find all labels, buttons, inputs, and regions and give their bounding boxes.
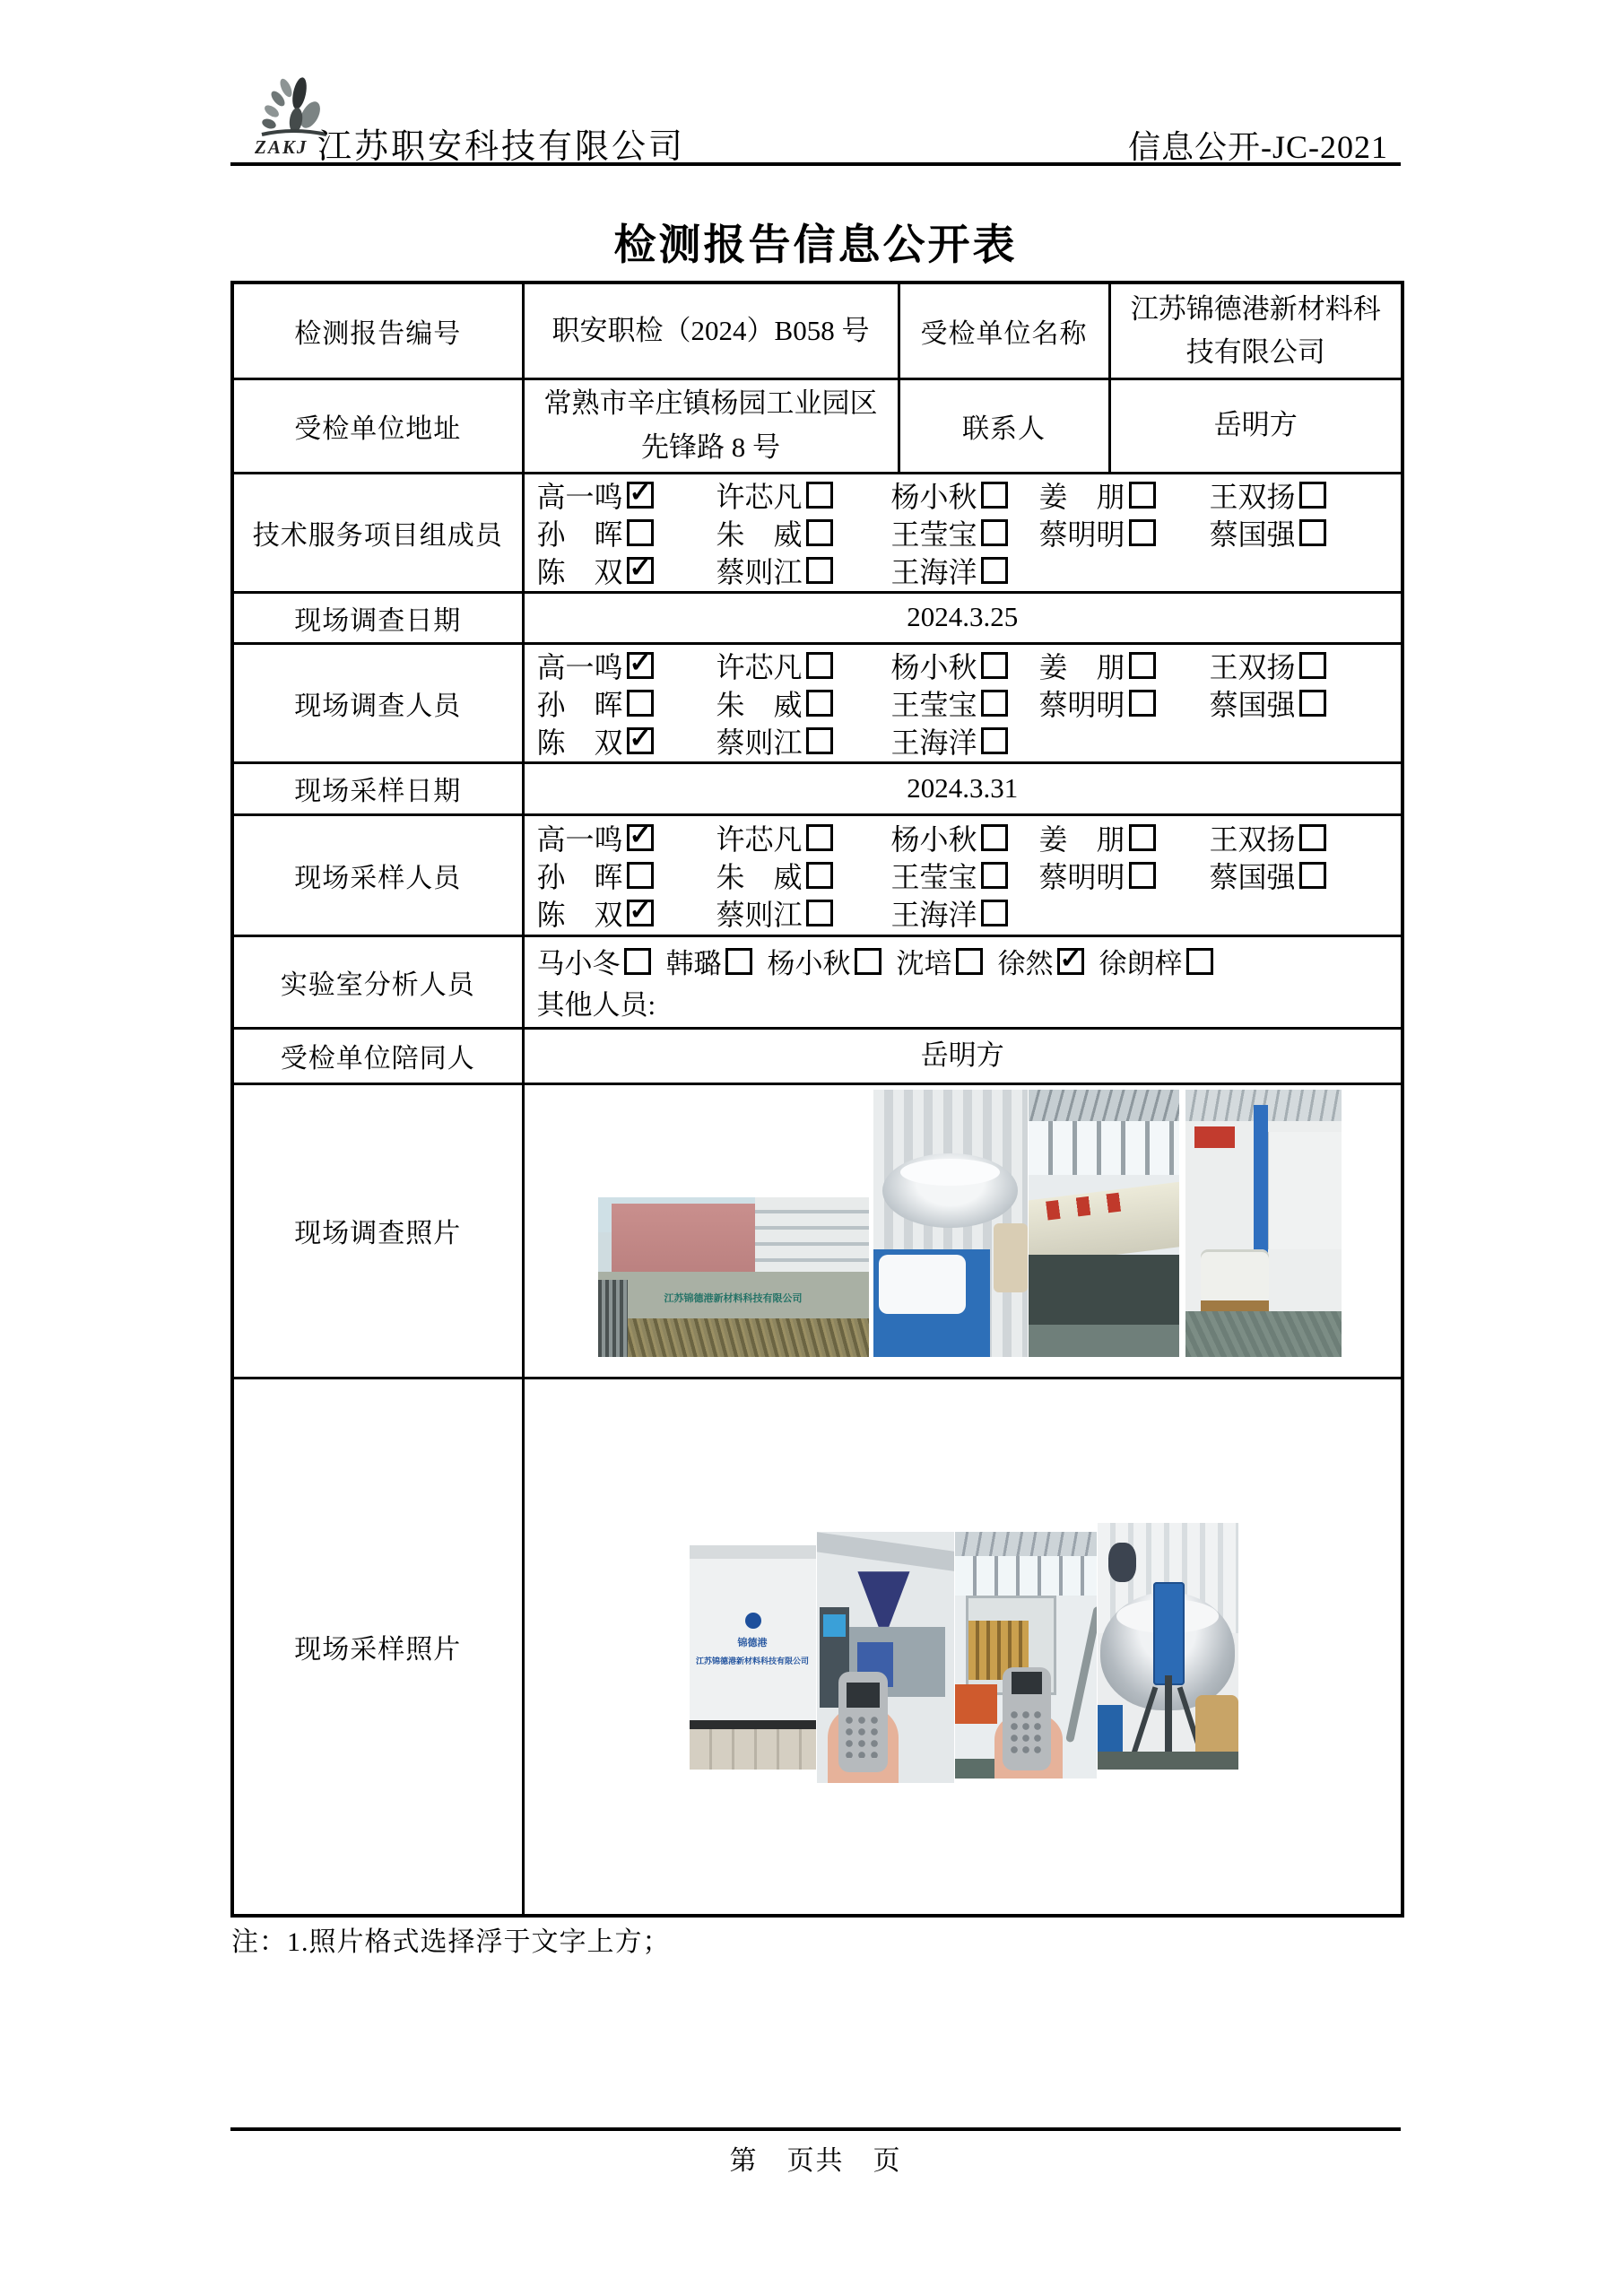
survey-photo-workshop-pallet [1185,1090,1342,1357]
checkbox-unchecked [1129,652,1156,679]
member-checklist [537,819,1396,932]
table-row [232,378,1403,473]
checkbox-unchecked [806,557,833,584]
member-option: 王莹宝 [891,855,1039,896]
member-option: 杨小秋 [891,474,1039,516]
checkbox-unchecked [806,900,833,926]
lab-other-label: 其他人员: [536,989,656,1021]
team-label: 技术服务项目组成员 [232,473,523,592]
checkbox-unchecked [1299,824,1326,851]
checkbox-unchecked [1129,690,1156,717]
survey-staff-label: 现场调查人员 [232,643,523,762]
sampling-photos-cell [523,1378,1403,1916]
photo-brand-name: 锦德港 [737,1637,768,1648]
address-label: 受检单位地址 [232,378,523,473]
member-option: 高一鸣 ✓ [537,474,716,516]
checkbox-unchecked [806,519,833,546]
checkbox-unchecked [1299,690,1326,717]
checkbox-unchecked [1129,519,1156,546]
survey-photo-sieve-machine [873,1090,1028,1357]
member-option: 陈 双 ✓ [537,550,716,591]
photo-sign-text: 江苏锦德港新材料科技有限公司 [664,1292,803,1304]
contact-value: 岳明方 [1109,378,1403,473]
member-option: 王海洋 [891,892,1039,934]
table-row [232,592,1403,643]
member-option: 马小冬 [537,941,651,981]
survey-staff-cell [523,643,1403,762]
member-option: 王双扬 [1210,474,1326,516]
checkbox-unchecked [981,824,1008,851]
member-option: 蔡则江 [716,892,891,934]
checkbox-checked [627,727,654,754]
logo-text: ZAKJ [255,136,308,158]
sampling-date-label: 现场采样日期 [232,762,523,814]
checkbox-unchecked [1129,824,1156,851]
table-row [232,1378,1403,1916]
checkbox-checked [627,824,654,851]
sampling-staff-label: 现场采样人员 [232,814,523,935]
checkbox-unchecked [981,482,1008,509]
photo-floor [1185,1311,1342,1357]
member-option: 王莹宝 [891,683,1039,724]
escort-label: 受检单位陪同人 [232,1028,523,1083]
checkbox-checked [627,900,654,926]
member-option: 许芯凡 [716,474,891,516]
photo-machine-line [1029,1180,1179,1266]
checkbox-unchecked [981,690,1008,717]
checkbox-unchecked [806,482,833,509]
checkbox-unchecked [725,948,752,975]
photo-person [1108,1543,1136,1582]
sampling-photo-production-line-meter [955,1532,1097,1779]
member-option: 王海洋 [891,720,1039,761]
photo-windows [955,1556,1097,1596]
member-checklist [537,476,1396,589]
document-code: 信息公开-JC-2021 [1128,129,1388,165]
member-option: 高一鸣 ✓ [537,645,716,686]
checkbox-unchecked [806,690,833,717]
sampling-photo-mixer-sampler [1098,1523,1238,1770]
photo-meter-screen [1012,1672,1043,1694]
member-option: 陈 双 ✓ [537,720,716,761]
escort-value: 岳明方 [523,1028,1403,1083]
photo-roof [1029,1090,1179,1122]
checkbox-unchecked [855,948,881,975]
checkbox-checked [627,557,654,584]
member-checklist [537,647,1396,760]
member-option: 孙 晖 [537,512,716,553]
member-option: 杨小秋 [768,941,881,981]
checkbox-unchecked [627,519,654,546]
sampling-date-value: 2024.3.31 [523,762,1403,814]
checkbox-unchecked [956,948,983,975]
checkbox-unchecked [981,519,1008,546]
checkbox-unchecked [1299,862,1326,889]
member-option: 徐然 ✓ [998,941,1084,981]
sampling-photo-logo-wall [690,1545,816,1770]
photo-red-banner [1194,1126,1235,1148]
member-option: 蔡明明 [1039,683,1210,724]
member-option: 朱 威 [716,855,891,896]
member-option: 孙 晖 [537,855,716,896]
member-option: 蔡则江 [716,550,891,591]
member-option: 沈培 [897,941,983,981]
member-option: 王双扬 [1210,817,1326,858]
photo-blue-sampler [1153,1582,1185,1686]
checkbox-unchecked [981,862,1008,889]
photo-ceiling-edge [690,1545,816,1559]
checkbox-unchecked [627,862,654,889]
member-option: 蔡国强 [1210,683,1326,724]
checkbox-unchecked [981,900,1008,926]
member-option: 杨小秋 [891,817,1039,858]
member-option: 王莹宝 [891,512,1039,553]
photo-white-cabinet [1266,1132,1341,1249]
unit-name-value: 江苏锦德港新材料科技有限公司 [1109,283,1403,378]
member-option: 许芯凡 [716,817,891,858]
sampling-photo-injection-machine [817,1532,954,1783]
photo-panel-screen [823,1614,845,1637]
photo-sign-wall [598,1272,869,1323]
photo-meter-screen [847,1683,880,1708]
member-option: 陈 双 ✓ [537,892,716,934]
member-option: 姜 朋 [1039,817,1210,858]
table-row [232,935,1403,1028]
member-option: 徐朗梓 [1099,941,1213,981]
member-option: 蔡明明 [1039,855,1210,896]
checkbox-checked [1057,948,1084,975]
company-name: 江苏职安科技有限公司 [317,128,686,166]
table-row [232,643,1403,762]
checkbox-unchecked [806,652,833,679]
photo-windows [1029,1121,1179,1175]
member-option: 王双扬 [1210,645,1326,686]
member-option: 高一鸣 ✓ [537,817,716,858]
header-divider [230,162,1401,166]
member-option: 朱 威 [716,683,891,724]
checkbox-unchecked [981,727,1008,754]
photo-blue-hopper [857,1571,909,1627]
checkbox-unchecked [981,652,1008,679]
checkbox-unchecked [806,862,833,889]
photo-machine-base [1029,1255,1179,1324]
table-row [232,1083,1403,1378]
photo-orange-base [955,1684,997,1724]
checkbox-unchecked [1299,652,1326,679]
member-option: 姜 朋 [1039,645,1210,686]
survey-photos-cell [523,1083,1403,1378]
member-option: 孙 晖 [537,683,716,724]
photo-fence [598,1280,628,1356]
unit-name-label: 受检单位名称 [899,283,1109,378]
member-option: 蔡国强 [1210,512,1326,553]
table-row [232,762,1403,814]
address-value: 常熟市辛庄镇杨园工业园区先锋路 8 号 [523,378,899,473]
table-row [232,283,1403,378]
photo-floor [1098,1752,1238,1769]
member-option: 王海洋 [891,550,1039,591]
photo-brand-logo [745,1613,761,1629]
lab-checklist [537,941,1396,982]
photo-hose [1065,1606,1097,1744]
photo-meter-keypad [1009,1709,1046,1754]
member-option: 韩璐 [666,941,752,981]
member-option: 朱 威 [716,512,891,553]
disclosure-form-table [230,281,1404,1918]
checkbox-unchecked [624,948,651,975]
member-option: 姜 朋 [1039,474,1210,516]
table-row [232,1028,1403,1083]
photo-duct [817,1532,954,1572]
photo-white-bags [1201,1249,1270,1303]
survey-photos-label: 现场调查照片 [232,1083,523,1378]
photo-tile-floor [690,1729,816,1770]
footer-divider [230,2127,1401,2131]
photo-roof [955,1532,1097,1557]
table-row [232,473,1403,592]
member-option: 杨小秋 [891,645,1039,686]
page-number-text: 第 页共 页 [729,2146,902,2176]
sampling-photos-label: 现场采样照片 [232,1378,523,1916]
photo-floor [1029,1325,1179,1357]
checkbox-checked [627,482,654,509]
photo-wall-text: 江苏锦德港新材料科技有限公司 [695,1657,809,1665]
report-no-label: 检测报告编号 [232,283,523,378]
team-members-cell [523,473,1403,592]
photo-white-powder [879,1255,965,1314]
checkbox-unchecked [627,690,654,717]
lab-staff-cell [523,935,1403,1028]
checkbox-unchecked [1186,948,1213,975]
member-option: 蔡则江 [716,720,891,761]
photo-shrubs [598,1318,869,1357]
lab-staff-label: 实验室分析人员 [232,935,523,1028]
footnote: 注：1.照片格式选择浮于文字上方； [231,1927,671,1957]
checkbox-unchecked [806,824,833,851]
survey-date-label: 现场调查日期 [232,592,523,643]
page-title: 检测报告信息公开表 [613,222,1018,269]
checkbox-checked [627,652,654,679]
contact-label: 联系人 [899,378,1109,473]
photo-sieve-top [900,1159,999,1186]
checkbox-unchecked [1299,482,1326,509]
member-option: 蔡国强 [1210,855,1326,896]
survey-date-value: 2024.3.25 [523,592,1403,643]
sampling-staff-cell [523,814,1403,935]
photo-baseboard [690,1720,816,1729]
checkbox-unchecked [981,557,1008,584]
checkbox-unchecked [1129,862,1156,889]
photo-sack [994,1223,1028,1292]
checkbox-unchecked [1129,482,1156,509]
photo-floor [955,1759,994,1779]
photo-meter-keypad [844,1715,882,1758]
table-row [232,814,1403,935]
member-option: 许芯凡 [716,645,891,686]
report-no-value: 职安职检（2024）B058 号 [523,283,899,378]
survey-photo-extrusion-line [1029,1090,1179,1357]
member-option: 蔡明明 [1039,512,1210,553]
survey-photo-factory-gate [598,1197,869,1357]
checkbox-unchecked [1299,519,1326,546]
checkbox-unchecked [806,727,833,754]
